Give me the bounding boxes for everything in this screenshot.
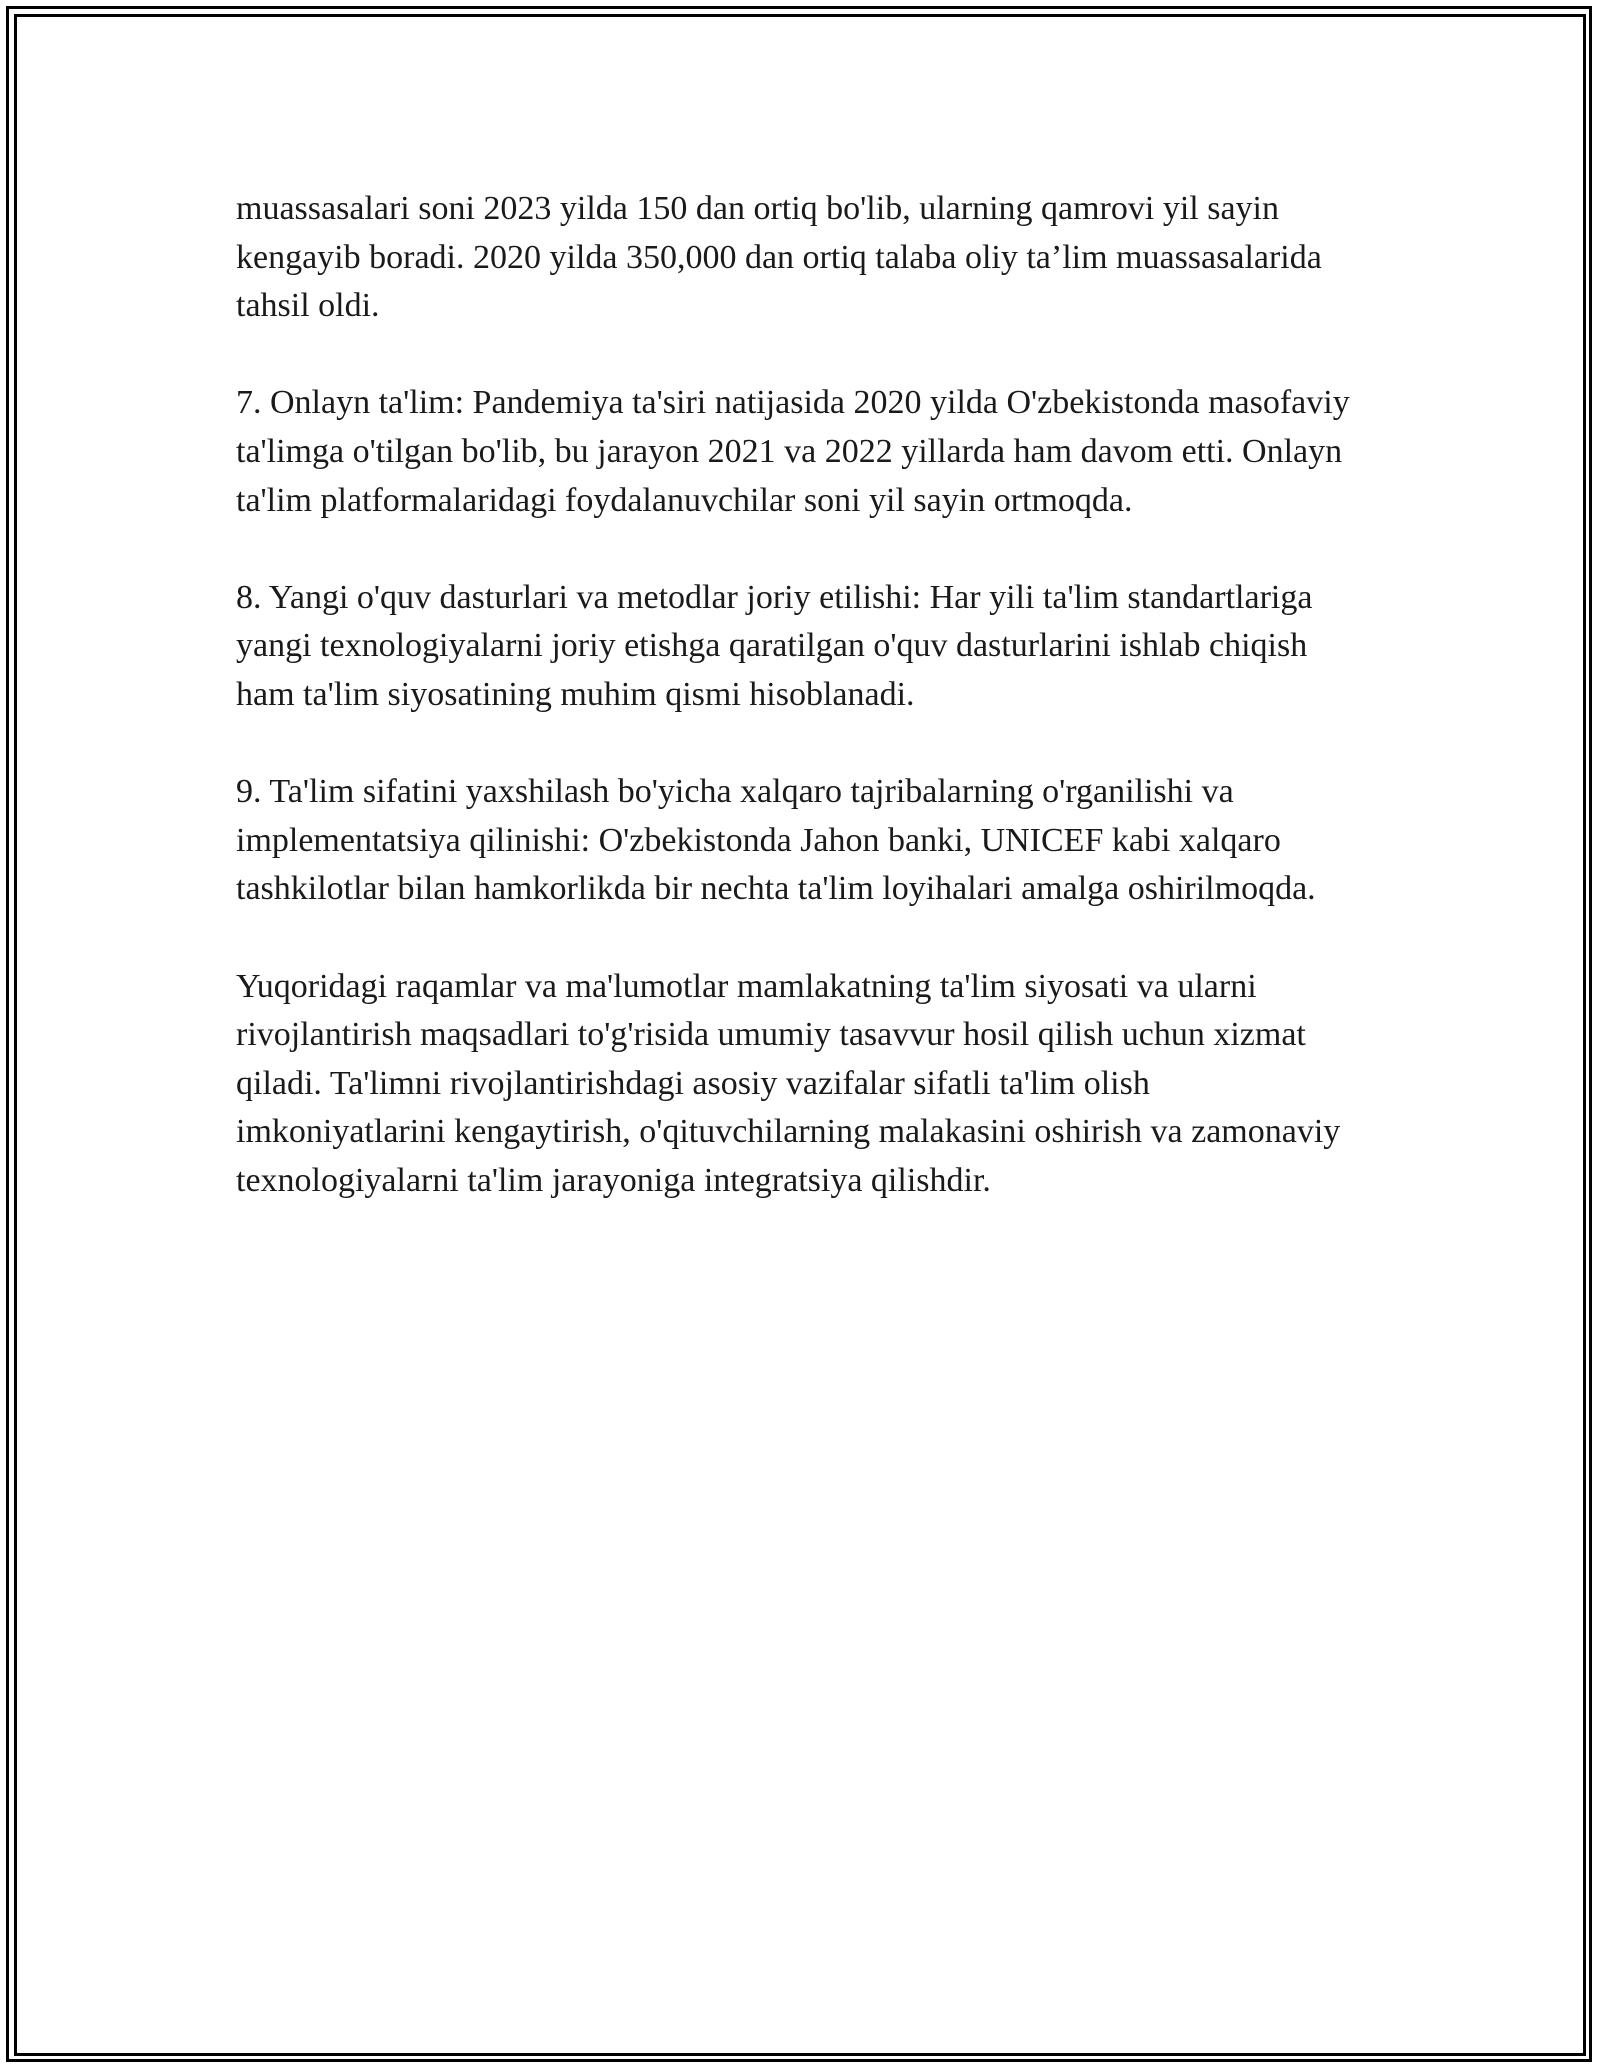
paragraph-continuation: muassasalari soni 2023 yilda 150 dan ortiq bo'lib, ularning qamrovi yil sayin kengayib boradi. 2020 yilda 350,000 dan ortiq talaba oliy ta’lim muassasalarida tahsil oldi. <box>236 190 1322 325</box>
paragraph-item-8: 8. Yangi o'quv dasturlari va metodlar joriy etilishi: Har yili ta'lim standartlariga yangi texnologiyalarni joriy etishga qaratilgan o'quv dasturlarini ishlab chiqish ham ta'lim siyosatining muhim qismi hisoblanadi. <box>236 578 1313 713</box>
document-body <box>236 185 1366 1205</box>
paragraph-item-9: 9. Ta'lim sifatini yaxshilash bo'yicha xalqaro tajribalarning o'rganilishi va implementatsiya qilinishi: O'zbekistonda Jahon banki, UNICEF kabi xalqaro tashkilotlar bilan hamkorlikda bir nechta ta'lim loyihalari amalga oshirilmoqda. <box>236 773 1316 908</box>
paragraph-item-7: 7. Onlayn ta'lim: Pandemiya ta'siri natijasida 2020 yilda O'zbekistonda masofaviy ta'limga o'tilgan bo'lib, bu jarayon 2021 va 2022 yillarda ham davom etti. Onlayn ta'lim platformalaridagi foydalanuvchilar soni yil sayin ortmoqda. <box>236 384 1350 519</box>
paragraph-conclusion: Yuqoridagi raqamlar va ma'lumotlar mamlakatning ta'lim siyosati va ularni rivojlantirish maqsadlari to'g'risida umumiy tasavvur hosil qilish uchun xizmat qiladi. Ta'limni rivojlantirishdagi asosiy vazifalar sifatli ta'lim olish imkoniyatlarini kengaytirish, o'qituvchilarning malakasini oshirish va zamonaviy texnologiyalarni ta'lim jarayoniga integratsiya qilishdir. <box>236 967 1341 1199</box>
